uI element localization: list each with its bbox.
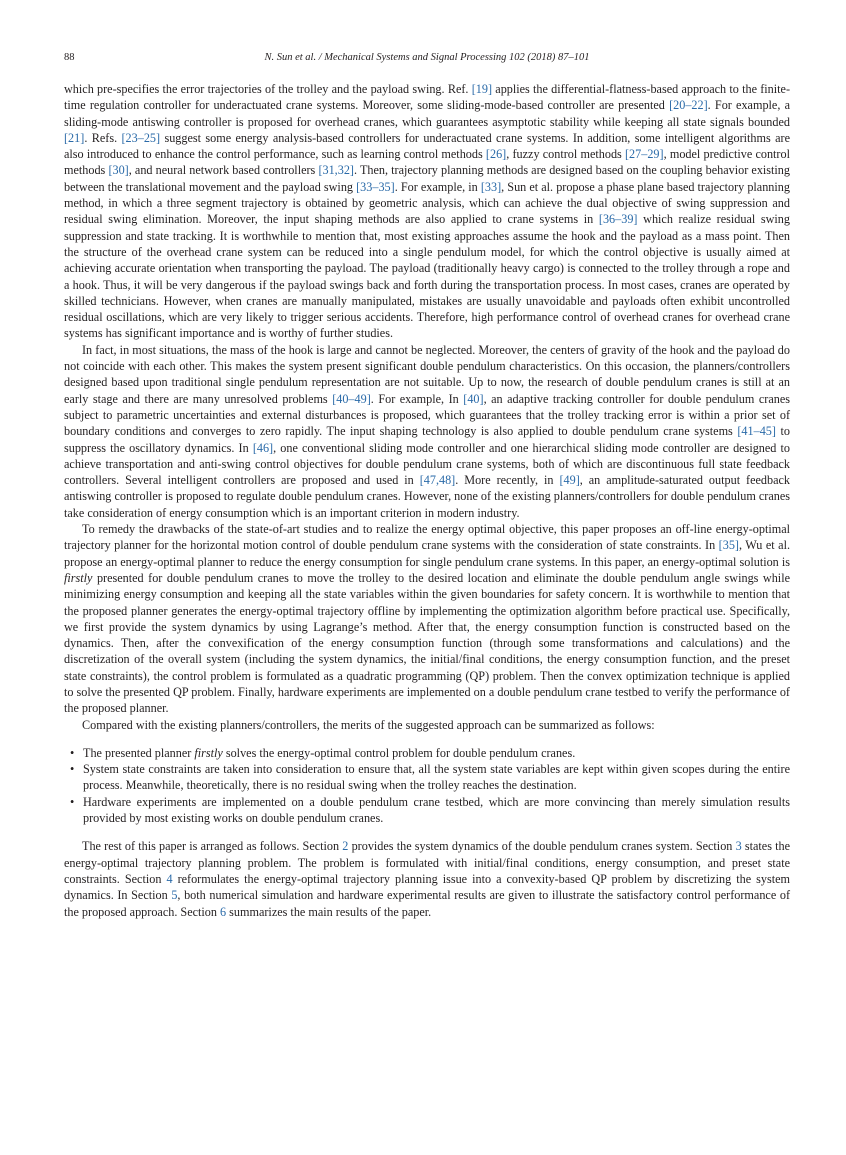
list-item: • System state constraints are taken into consideration to ensure that, all the system state variables are kept within given scopes during the entire process. Meanwhile, theoretically, there is no residual swing when the trolley reaches the destination. — [64, 761, 790, 794]
citation-link[interactable]: [19] — [471, 82, 493, 96]
section-link[interactable]: 2 — [342, 839, 349, 854]
citation-link[interactable]: [21] — [64, 130, 85, 145]
text-run: , and neural network based controllers — [128, 163, 319, 178]
text-run: , model predictive control methods — [64, 147, 790, 178]
paragraph-3 — [64, 521, 790, 717]
paragraph-1 — [64, 81, 790, 342]
section-link[interactable]: 6 — [220, 904, 227, 919]
text-run: applies the differential-flatness-based approach to the finite-time regulation controller for underactuated crane systems. Moreover, some sliding-mode-based controller are presented — [64, 82, 791, 113]
text-run: summarizes the main results of the paper. — [226, 904, 432, 919]
text-run: , one conventional sliding mode controller and one hierarchical sliding mode controller are designed to achieve transportation and anti-swing control objectives for double pendulum crane systems, both of which are discontinuous full state feedback controllers. Several intelligent controllers are proposed and used in — [64, 440, 790, 488]
citation-link[interactable]: [47,48] — [419, 473, 456, 488]
section-link[interactable]: 5 — [171, 888, 178, 903]
text-run: , both numerical simulation and hardware experimental results are given to illustrate the satisfactory control performance of the proposed approach. Section — [64, 888, 790, 919]
text-run: suggest some energy analysis-based controllers for underactuated crane systems. In addition, some intelligent algorithms are also introduced to enhance the control performance, such as learning control methods — [64, 130, 790, 162]
emphasis: firstly — [64, 570, 93, 585]
citation-link[interactable]: [33–35] — [356, 179, 395, 194]
text-run: provides the system dynamics of the double pendulum cranes system. Section — [348, 839, 736, 854]
text-run: . For example, a sliding-mode antiswing controller is proposed for overhead cranes, which guarantees asymptotic stability while keeping all state signals bounded — [64, 98, 790, 129]
text-run: To remedy the drawbacks of the state-of-art studies and to realize the energy optimal objective, this paper proposes an off-line energy-optimal trajectory planner for the horizontal motion control of double pendulum crane systems with the consideration of state constraints. In — [64, 522, 790, 553]
citation-link[interactable]: [41–45] — [737, 424, 776, 439]
text-run: The rest of this paper is arranged as follows. Section — [82, 839, 343, 854]
citation-link[interactable]: [23–25] — [121, 130, 161, 145]
running-title: N. Sun et al. / Mechanical Systems and Signal Processing 102 (2018) 87–101 — [264, 52, 590, 63]
paragraph-2 — [64, 342, 790, 521]
text-run: presented for double pendulum cranes to move the trolley to the desired location and eliminate the double pendulum angle swings while minimizing energy consumption and keeping all the state variables within the given boundaries for safety concern. It is worthwhile to mention that the proposed planner generates the energy-optimal trajectory offline by implementing the optimization algorithm before practical use. Specifically, we first provide the system dynamics by using Lagrange’s method. After that, the energy consumption function is constructed based on the dynamics. Then, after the convexification of the energy consumption function (through some transformations and calculations) and the discretization of the overall system (including the system dynamics, the initial/final conditions, the energy consumption function, and the preset state constraints), the control problem is formulated as a quadratic programming (QP) problem. Then the convex optimization technique is applied to solve the presented QP problem. Finally, hardware experiments are implemented on a double pendulum crane testbed to verify the performance of the proposed planner. — [64, 570, 790, 716]
citation-link[interactable]: [40] — [463, 391, 484, 406]
text-run: , fuzzy control methods — [506, 147, 625, 162]
citation-link[interactable]: [49] — [559, 473, 580, 488]
running-header — [64, 52, 790, 68]
section-link[interactable]: 3 — [735, 839, 742, 854]
citation-link[interactable]: [30] — [108, 163, 129, 178]
list-item — [64, 745, 790, 761]
emphasis: firstly — [194, 745, 223, 760]
text-run: . For example, in — [394, 179, 481, 194]
page-number: 88 — [64, 52, 75, 63]
text-run: , Sun et al. propose a phase plane based trajectory planning method, in which a three segment trajectory is obtained by geometric analysis, which can achieve the dual objective of swing suppression and residual swing elimination. Moreover, the input shaping methods are also applied to crane systems in — [64, 179, 790, 227]
citation-link[interactable]: [46] — [252, 440, 274, 455]
text-run: , an amplitude-saturated output feedback antiswing controller is proposed to regulate double pendulum cranes. However, none of the existing planners/controllers for double pendulum cranes take consideration of energy consumption which is an important criterion in modern industry. — [64, 473, 790, 520]
text-run: solves the energy-optimal control problem for double pendulum cranes. — [222, 745, 576, 760]
merits-list — [64, 745, 790, 826]
text-run: states the energy-optimal trajectory planning problem. The problem is formulated with initial/final conditions, energy consumption, and preset state constraints. Section — [64, 839, 791, 886]
text-run: . Refs. — [84, 130, 122, 145]
section-link[interactable]: 4 — [166, 871, 173, 886]
citation-link[interactable]: [35] — [718, 538, 739, 553]
text-run: to suppress the oscillatory dynamics. In — [64, 424, 790, 455]
citation-link[interactable]: [36–39] — [598, 212, 638, 227]
text-run: . For example, In — [370, 391, 464, 406]
body-text — [64, 81, 790, 920]
text-run: which realize residual swing suppression and state tracking. It is worthwhile to mention that, most existing approaches assume the hook and the payload as a mass point. Then the structure of the overhead crane system can be reduced into a single pendulum model, for which the control objective is usually aimed at achieving accurate orientation when transporting the payload. The payload (traditionally heavy cargo) is connected to the trolley through a rope and a hook. Thus, it will be very dangerous if the payload swings back and forth during the transportation process. In most cases, cranes are operated by skilled technicians. However, when cranes are manually manipulated, mistakes are usually unavoidable and payloads often exhibit uncontrolled residual oscillations, which are very likely to trigger serious accidents. Therefore, high performance control of overhead cranes for overhead crane systems has significant importance and is worthy of further studies. — [64, 212, 790, 341]
paragraph-4: Compared with the existing planners/controllers, the merits of the suggested approach can be summarized as follows: — [82, 717, 655, 732]
text-run: . Then, trajectory planning methods are designed based on the coupling behavior existing between the translational movement and the payload swing — [64, 163, 790, 194]
text-run: reformulates the energy-optimal trajectory planning issue into a convexity-based QP problem by discretizing the system dynamics. In Section — [64, 871, 790, 903]
citation-link[interactable]: [31,32] — [318, 163, 354, 178]
paragraph-5 — [64, 838, 790, 919]
text-run: , Wu et al. propose an energy-optimal planner to reduce the energy consumption for single pendulum crane systems. In this paper, an energy-optimal solution is — [64, 538, 790, 569]
citation-link[interactable]: [27–29] — [625, 147, 664, 162]
citation-link[interactable]: [20–22] — [669, 98, 708, 113]
text-run: which pre-specifies the error trajectories of the trolley and the payload swing. Ref. — [64, 82, 472, 96]
citation-link[interactable]: [33] — [480, 179, 502, 194]
text-run: . More recently, in — [455, 473, 560, 488]
text-run: In fact, in most situations, the mass of the hook is large and cannot be neglected. Moreover, the centers of gravity of the hook and the payload do not coincide with each other. This makes the system present significant double pendulum characteristics. On this occasion, the planners/controllers designed based upon traditional single pendulum representation are not suitable. Up to now, the research of double pendulum cranes is still at an early stage and there are many unresolved problems — [64, 342, 790, 406]
text-run: The presented planner — [83, 745, 195, 760]
citation-link[interactable]: [26] — [485, 147, 507, 162]
citation-link[interactable]: [40–49] — [332, 391, 371, 406]
text-run: , an adaptive tracking controller for double pendulum cranes subject to parametric uncertainties and external disturbances is proposed, which guarantees that the trolley tracking error is within a prior set of boundary conditions and converges to zero rapidly. The input shaping technology is also applied to double pendulum crane systems — [64, 391, 791, 439]
list-item: • Hardware experiments are implemented on a double pendulum crane testbed, which are more convincing than merely simulation results provided by most existing works on double pendulum cranes. — [64, 794, 790, 827]
